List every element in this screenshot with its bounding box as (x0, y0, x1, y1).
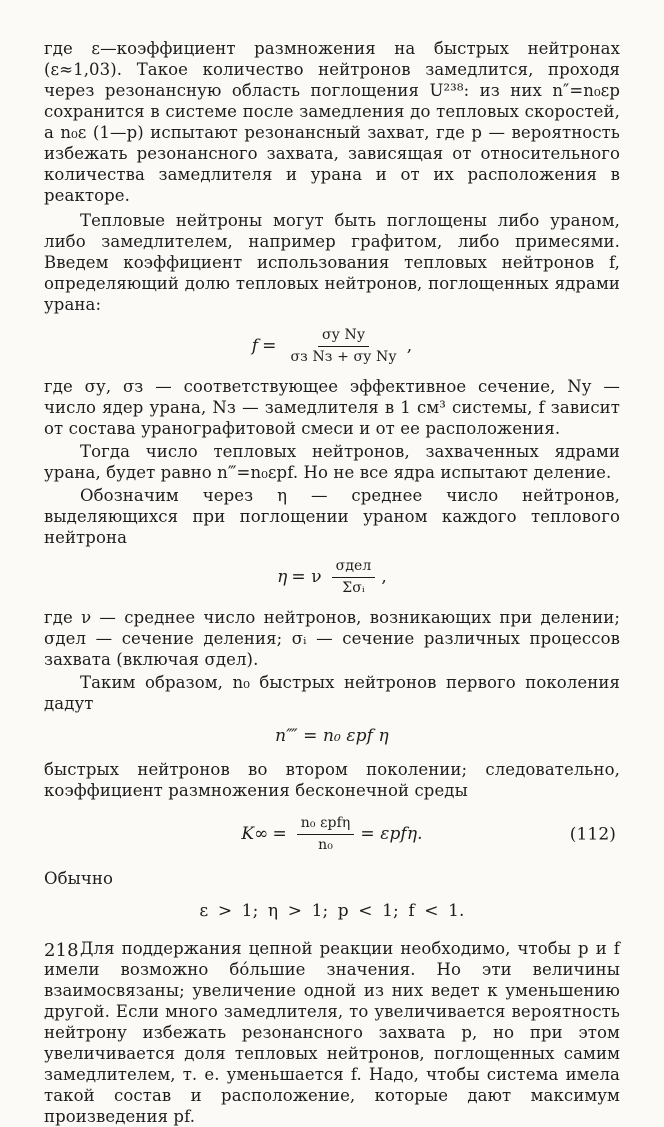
formula-eta-numerator: σдел (332, 558, 376, 578)
paragraph-chain-reaction: Для поддержания цепной реакции необходимо, чтобы p и f имели возможно бо́льшие значения. Но эти величины взаимосвязаны; увеличение одной из них ведет к уменьшению другой. Если много замедлителя, то увеличивается вероятность нейтрону избежать резонансного захвата p, но при этом увеличивается доля тепловых нейтронов, поглощенных самим замедлителем, т. е. уменьшается f. Надо, чтобы система имела такой состав и расположение, которые дают максимум произведения pf. (44, 939, 620, 1126)
paragraph-second-generation: быстрых нейтронов во втором поколении; следовательно, коэффициент размножения бесконечной среды (44, 760, 620, 800)
paragraph-thermal-neutrons: Тепловые нейтроны могут быть поглощены либо ураном, либо замедлителем, например графитом, либо примесями. Введем коэффициент использования тепловых нейтронов f, определяющий долю тепловых нейтронов, поглощенных ядрами урана: (44, 211, 620, 314)
formula-f-denominator: σз Nз + σу Nу (290, 349, 397, 365)
formula-eta (44, 558, 620, 597)
formula-f-lhs: f (251, 336, 259, 356)
paragraph-sigma-definitions: где σу, σз — соответствующее эффективное сечение, Nу — число ядер урана, Nз — замедлителя в 1 см³ системы, f зависит от состава уранографитовой смеси и от ее расположения. (44, 377, 620, 438)
formula-f-tail: , (406, 336, 413, 356)
equation-number: (112) (569, 824, 616, 844)
formula-eta-fraction (332, 558, 376, 597)
formula-f-equals: = (262, 336, 277, 356)
inequalities: ε > 1; η > 1; p < 1; f < 1. (199, 901, 465, 921)
formula-f-fraction (287, 327, 401, 366)
formula-f (44, 327, 620, 366)
formula-k-infinity (44, 815, 620, 854)
formula-eta-equals: = ν (291, 567, 322, 587)
formula-k-lhs: K∞ (241, 824, 269, 844)
formula-k-equals: = (272, 824, 287, 844)
paragraph-epsilon-definition: где ε—коэффициент размножения на быстрых нейтронах (ε≈1,03). Такое количество нейтронов замедлится, проходя через резонансную область поглощения U²³⁸: из них n″=n₀εp сохранится в системе после замедления до тепловых скоростей, а n₀ε (1—p) испытают резонансный захват, где p — вероятность избежать резонансного захвата, зависящая от относительного количества замедлителя и урана и от их расположения в реакторе. (44, 39, 620, 205)
page-number: 218 (44, 940, 79, 961)
formula-k-numerator: n₀ εpfη (297, 815, 355, 835)
formula-eta-denominator: Σσᵢ (342, 580, 365, 596)
formula-eta-lhs: η (277, 567, 288, 587)
paragraph-first-generation: Таким образом, n₀ быстрых нейтронов первого поколения дадут (44, 673, 620, 713)
formula-k-fraction (297, 815, 355, 854)
paragraph-usually: Обычно (44, 869, 114, 888)
formula-k-denominator: n₀ (318, 837, 333, 853)
formula-k-rhs: = εpfη. (360, 824, 423, 844)
paragraph-eta-intro: Обозначим через η — среднее число нейтронов, выделяющихся при поглощении ураном каждого теплового нейтрона (44, 486, 620, 547)
formula-f-numerator: σу Nу (318, 327, 369, 347)
formula-n-expression: n⁗ = n₀ εpf η (275, 726, 389, 746)
formula-eta-tail: , (381, 567, 387, 587)
paragraph-captured-neutrons: Тогда число тепловых нейтронов, захваченных ядрами урана, будет равно n‴=n₀εpf. Но не все ядра испытают деление. (44, 442, 620, 482)
paragraph-nu-definition: где ν — среднее число нейтронов, возникающих при делении; σдел — сечение деления; σᵢ — сечение различных процессов захвата (включая σдел). (44, 608, 620, 669)
formula-n-fourth (44, 726, 620, 747)
